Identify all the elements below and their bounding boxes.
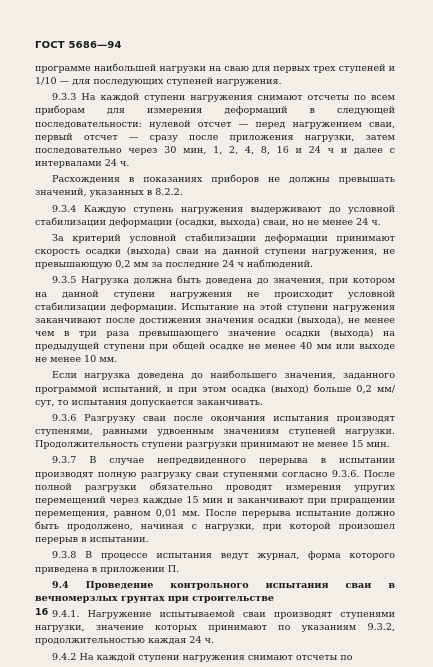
paragraph-9-3-4: 9.3.4 Каждую ступень нагружения выдерживают до условной стабилизации деформации (осадки, выхода) сваи, но не менее 24 ч.	[35, 203, 395, 228]
paragraph-stabilization-criterion: За критерий условной стабилизации деформации принимают скорость осадки (выхода) сваи на данной ступени нагружения, не превышающую 0,2 мм за последние 24 ч наблюдений.	[35, 232, 395, 271]
paragraph-discrepancy: Расхождения в показаниях приборов не должны превышать значений, указанных в 8.2.2.	[35, 174, 395, 199]
paragraph-max-load: Если нагрузка доведена до наибольшего значения, заданного программой испытаний, и при этом осадка (выход) больше 0,2 мм/сут, то испытания допускается заканчивать.	[35, 370, 395, 408]
page-number: 16	[35, 607, 49, 618]
paragraph-9-3-3: 9.3.3 На каждой ступени нагружения снимают отсчеты по всем приборам для измерения деформаций в следующей последовательности: нулевой отсчет — перед нагружением сваи, первый отсчет — сразу после приложения нагрузки, затем последовательно через 30 мин, 1, 2, 4, 8, 16 и 24 ч и далее с интервалами 24 ч.	[35, 92, 395, 170]
paragraph-9-3-5: 9.3.5 Нагрузка должна быть доведена до значения, при котором на данной ступени нагружения не происходит условной стабилизации деформации. Испытание на этой ступени нагружения заканчивают после достижения значения осадки (выхода), не менее чем в три раза превышающего значение осадки (выхода) на предыдущей ступени при общей осадке не менее 40 мм или выходе не менее 10 мм.	[35, 275, 395, 366]
paragraph-9-3-7: 9.3.7 В случае непредвиденного перерыва в испытании производят полную разгрузку сваи ступенями согласно 9.3.6. После полной разгрузки обязательно проводят измерения упругих перемещений через каждые 15 мин и заканчивают при приращении перемещения, равном 0,01 мм. После перерыва испытание должно быть продолжено, начиная с нагрузки, при которой произошел перерыв в испытании.	[35, 455, 395, 546]
body-text	[35, 62, 395, 667]
document-header: ГОСТ 5686—94	[35, 40, 122, 51]
paragraph-9-4-2: 9.4.2 На каждой ступени нагружения снимают отсчеты по	[52, 651, 353, 663]
paragraph-9-3-8: 9.3.8 В процессе испытания ведут журнал, форма которого приведена в приложении П.	[35, 550, 395, 575]
paragraph-9-3-6: 9.3.6 Разгрузку сваи после окончания испытания производят ступенями, равными удвоенным значениям ступеней нагрузки. Продолжительность ступени разгрузки принимают не менее 15 мин.	[35, 412, 395, 451]
section-heading-9-4: 9.4 Проведение контрольного испытания сваи в вечномерзлых грунтах при строительстве	[35, 579, 395, 604]
paragraph-9-4-1: 9.4.1. Нагружение испытываемой сваи производят ступенями нагрузки, значение которых принимают по указаниям 9.3.2, продолжительностью каждая 24 ч.	[35, 609, 395, 647]
paragraph-continuation: программе наибольшей нагрузки на сваю для первых трех ступеней и 1/10 — для последующих ступеней нагружения.	[35, 63, 395, 88]
